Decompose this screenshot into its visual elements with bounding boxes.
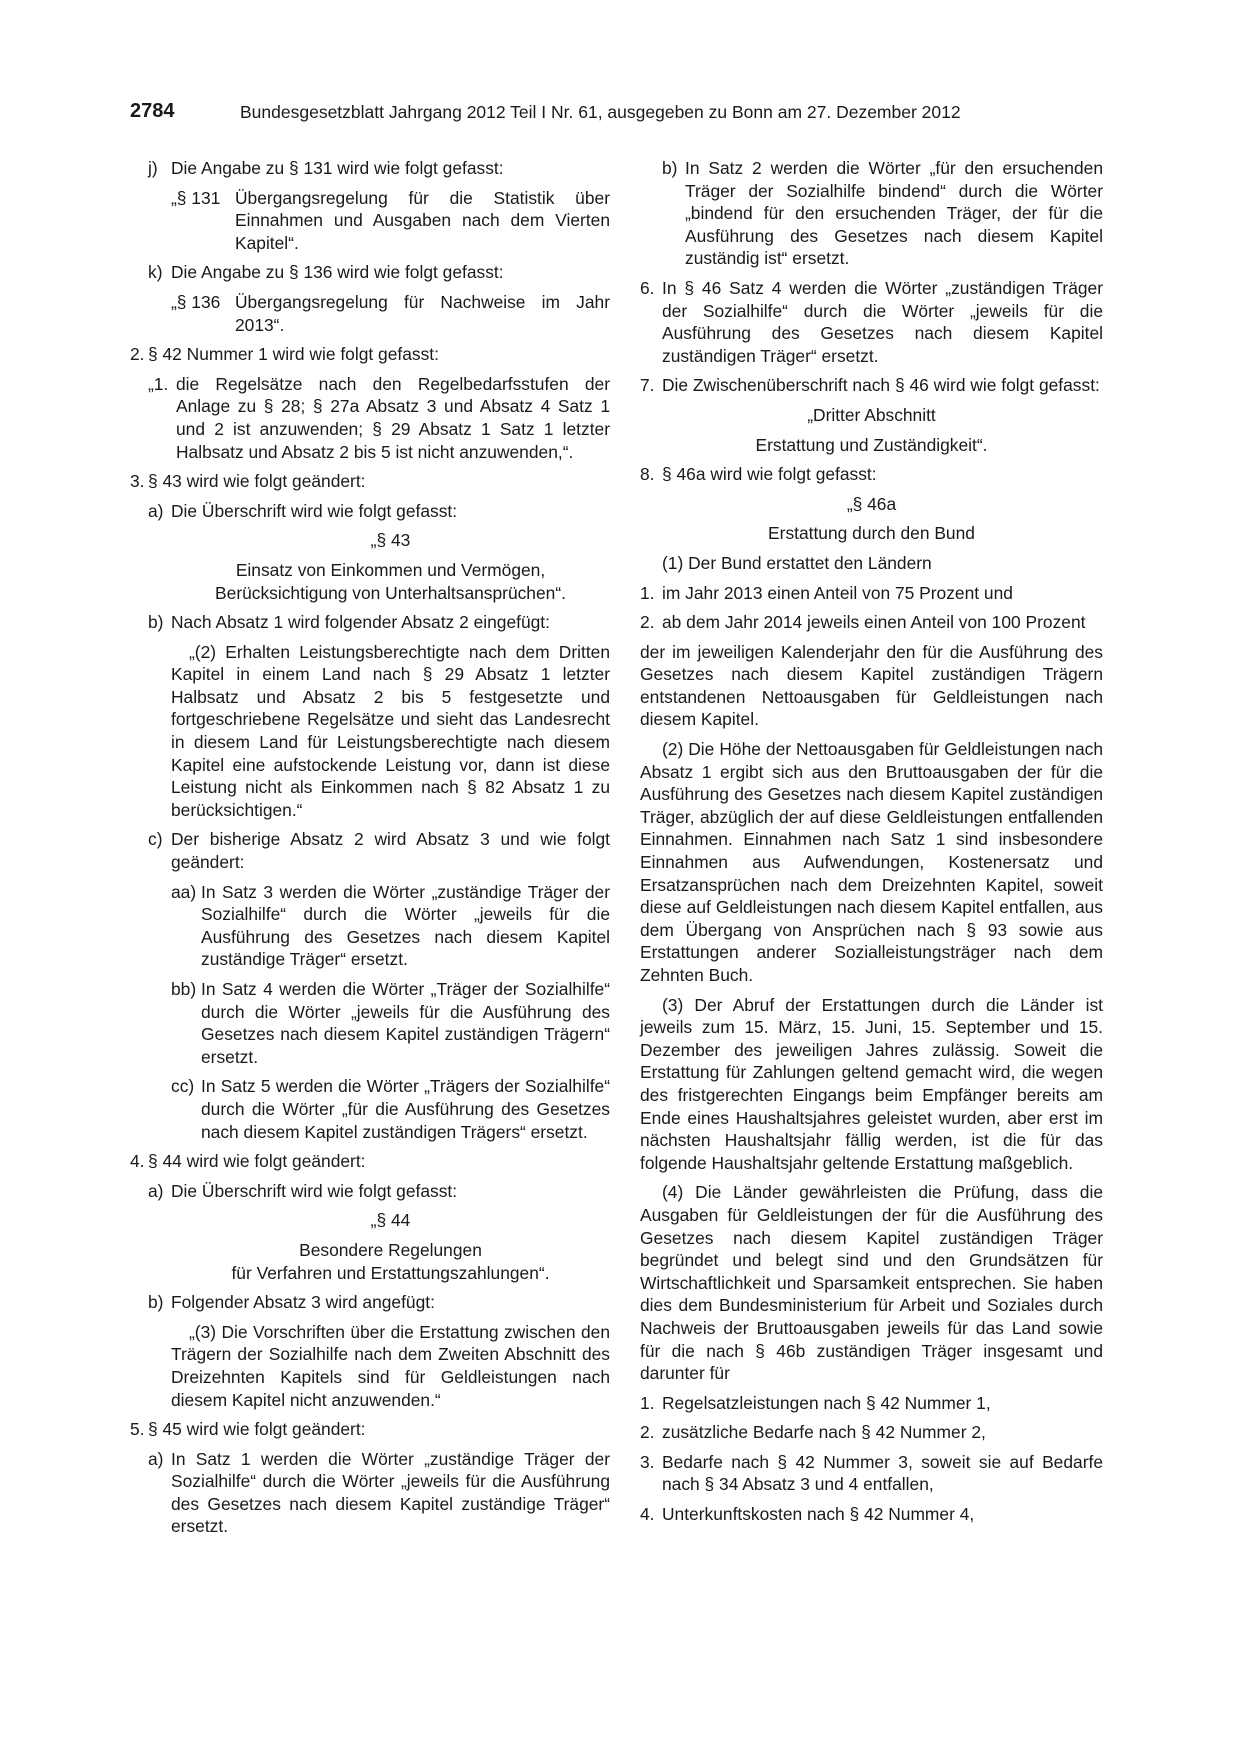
list-item: 2. § 42 Nummer 1 wird wie folgt gefasst: <box>130 344 439 365</box>
list-item: b) Nach Absatz 1 wird folgender Absatz 2 eingefügt: <box>148 612 550 633</box>
quoted-heading: „§ 44 Besondere Regelungen für Verfahren und Erstattungszahlungen“. <box>231 1210 550 1283</box>
page-number: 2784 <box>130 100 175 122</box>
sub-list-item: cc) In Satz 5 werden die Wörter „Trägers der Sozialhilfe“ durch die Wörter „für die Ausführung des Gesetzes nach diesem Kapitel zuständigen Trägers“ ersetzt. <box>171 1076 610 1142</box>
list-item: 6. In § 46 Satz 4 werden die Wörter „zuständigen Träger der Sozialhilfe“ durch die Wörter „jeweils für die Ausführung des Gesetzes nach diesem Kapitel zuständigen Träger“ ersetzt. <box>640 277 1103 366</box>
page-header <box>130 100 1120 128</box>
list-item: 2. ab dem Jahr 2014 jeweils einen Anteil von 100 Prozent <box>640 612 1086 633</box>
list-item: 3. § 43 wird wie folgt geändert: <box>130 471 366 492</box>
list-item: 2. zusätzliche Bedarfe nach § 42 Nummer 2, <box>640 1422 986 1443</box>
subsection-4: (4) Die Länder gewährleisten die Prüfung, dass die Ausgaben für Geldleistungen der für die Ausführung des Gesetzes nach diesem Kapitel zuständigen Träger begründet und belegt sind und den Grundsätzen für Wirtschaftlichkeit und Sparsamkeit entsprechen. Sie haben dies dem Bundesministerium für Arbeit und Soziales durch Nachweis der Bruttoausgaben jeweils für das Land sowie für die nach § 46b zuständigen Träger insgesamt und darunter für <box>640 1182 1103 1384</box>
list-item: 8. § 46a wird wie folgt gefasst: <box>640 464 877 485</box>
list-item: 4. § 44 wird wie folgt geändert: <box>130 1151 366 1172</box>
subsection-1-continued: der im jeweiligen Kalenderjahr den für die Ausführung des Gesetzes nach diesem Kapitel zuständigen Trägern entstandenen Nettoausgaben für Geldleistungen nach diesem Kapitel. <box>640 641 1103 730</box>
list-item: b) Folgender Absatz 3 wird angefügt: <box>148 1292 435 1313</box>
quoted-entry: „1. die Regelsätze nach den Regelbedarfsstufen der Anlage zu § 28; § 27a Absatz 3 und Absatz 4 Satz 1 und 2 ist anzuwenden; § 29 Absatz 1 Satz 1 letzter Halbsatz und Absatz 2 bis 5 ist nicht anzuwenden,“. <box>148 373 610 462</box>
right-column <box>640 157 1103 1533</box>
list-item: 4. Unterkunftskosten nach § 42 Nummer 4, <box>640 1504 975 1525</box>
quoted-heading: „§ 43 Einsatz von Einkommen und Vermögen, Berücksichtigung von Unterhaltsansprüchen“. <box>215 530 566 603</box>
gazette-title: Bundesgesetzblatt Jahrgang 2012 Teil I Nr. 61, ausgegeben zu Bonn am 27. Dezember 2012 <box>240 102 961 122</box>
list-item: b) In Satz 2 werden die Wörter „für den ersuchenden Träger der Sozialhilfe bindend“ durch die Wörter „bindend für den ersuchenden Träger, der für die Ausführung des Gesetzes nach diesem Kapitel zuständig ist“ ersetzt. <box>662 158 1103 269</box>
list-item: 1. Regelsatzleistungen nach § 42 Nummer 1, <box>640 1392 991 1413</box>
list-item: 5. § 45 wird wie folgt geändert: <box>130 1419 366 1440</box>
subsection-3: (3) Der Abruf der Erstattungen durch die Länder ist jeweils zum 15. März, 15. Juni, 15. September und 15. Dezember des jeweiligen Jahres zulässig. Soweit die Erstattung für Zahlungen geltend gemacht wird, die wegen des fristgerechten Eingangs beim Empfänger bereits am Ende eines Haushaltsjahres geleistet wurden, aber erst im nächsten Haushaltsjahr fällig werden, ist die für das folgende Haushaltsjahr geltende Erstattung maßgeblich. <box>640 994 1103 1173</box>
list-item: k) Die Angabe zu § 136 wird wie folgt gefasst: <box>148 262 504 283</box>
sub-list-item: aa) In Satz 3 werden die Wörter „zuständige Träger der Sozialhilfe“ durch die Wörter „jeweils für die Ausführung des Gesetzes nach diesem Kapitel zuständige Träger“ ersetzt. <box>171 881 610 970</box>
list-item: 1. im Jahr 2013 einen Anteil von 75 Prozent und <box>640 582 1013 603</box>
list-item: 7. Die Zwischenüberschrift nach § 46 wird wie folgt gefasst: <box>640 375 1100 396</box>
paragraph-number: „§ 46a <box>846 493 897 514</box>
quoted-entry: „§ 136 Übergangsregelung für Nachweise im Jahr 2013“. <box>171 291 610 335</box>
sub-list-item: bb) In Satz 4 werden die Wörter „Träger der Sozialhilfe“ durch die Wörter „jeweils für die Ausführung des Gesetzes nach diesem Kapitel zuständigen Trägern“ ersetzt. <box>171 979 610 1067</box>
quoted-paragraph: „(2) Erhalten Leistungsberechtigte nach dem Dritten Kapitel in einem Land nach § 29 Absatz 1 letzter Halbsatz und Absatz 2 bis 5 festgesetzte und fortgeschriebene Regelsätze und sieht das Landesrecht in diesem Land für Leistungsberechtigte nach diesem Kapitel eine aufstockende Leistung vor, dann ist diese Leistung nicht als Einkommen nach § 82 Absatz 1 zu berücksichtigen.“ <box>171 641 610 820</box>
list-item: a) In Satz 1 werden die Wörter „zuständige Träger der Sozialhilfe“ durch die Wörter „jeweils für die Ausführung des Gesetzes nach diesem Kapitel zuständige Träger“ ersetzt. <box>148 1448 610 1537</box>
section-heading: Erstattung und Zuständigkeit“. <box>755 434 988 455</box>
subsection-1: (1) Der Bund erstattet den Ländern <box>662 552 932 573</box>
left-column <box>130 157 610 1545</box>
list-item: c) Der bisherige Absatz 2 wird Absatz 3 und wie folgt geändert: <box>148 829 610 873</box>
list-item: a) Die Überschrift wird wie folgt gefasst: <box>148 1180 458 1201</box>
list-item: 3. Bedarfe nach § 42 Nummer 3, soweit sie auf Bedarfe nach § 34 Absatz 3 und 4 entfallen, <box>640 1451 1103 1495</box>
list-item: j) Die Angabe zu § 131 wird wie folgt gefasst: <box>148 158 504 178</box>
quoted-paragraph: „(3) Die Vorschriften über die Erstattung zwischen den Trägern der Sozialhilfe nach dem Zweiten Abschnitt des Dreizehnten Kapitels sind für Geldleistungen nach diesem Kapitel nicht anzuwenden.“ <box>171 1321 610 1410</box>
subsection-2: (2) Die Höhe der Nettoausgaben für Geldleistungen nach Absatz 1 ergibt sich aus den Bruttoausgaben der für die Ausführung des Gesetzes nach diesem Kapitel zuständigen Träger, abzüglich der auf diese Geldleistungen entfallenden Einnahmen. Einnahmen nach Satz 1 sind insbesondere Einnahmen aus Aufwendungen, Kostenersatz und Ersatzansprüchen nach dem Dreizehnten Kapitel, soweit diese auf Geldleistungen nach diesem Kapitel entfallen, aus dem Übergang von Ansprüchen nach § 93 sowie aus Erstattungen anderer Sozialleistungsträger nach dem Zehnten Buch. <box>640 739 1103 985</box>
list-item: a) Die Überschrift wird wie folgt gefasst: <box>148 500 458 521</box>
quoted-entry: „§ 131 Übergangsregelung für die Statistik über Einnahmen und Ausgaben nach dem Vierten Kapitel“. <box>171 187 610 253</box>
section-heading: „Dritter Abschnitt <box>807 404 936 425</box>
paragraph-title: Erstattung durch den Bund <box>768 523 975 544</box>
